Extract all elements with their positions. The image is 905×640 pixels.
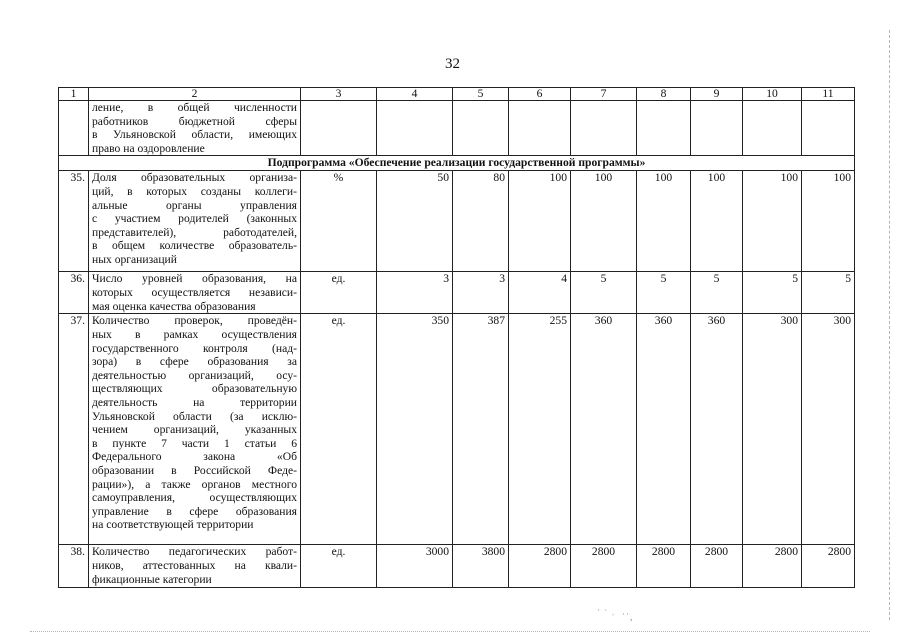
column-number: 6 bbox=[509, 88, 571, 101]
row-number: 38. bbox=[59, 545, 89, 588]
page-number: 32 bbox=[445, 56, 460, 72]
value-cell: 3800 bbox=[453, 545, 509, 588]
scan-edge-line bbox=[889, 30, 890, 620]
value-cell: 387 bbox=[453, 314, 509, 545]
value-cell: 2800 bbox=[691, 545, 743, 588]
text-line: ных в рамках осуществления bbox=[92, 327, 297, 341]
indicator-name bbox=[89, 314, 301, 545]
value-cell: 5 bbox=[691, 272, 743, 314]
unit-cell: ед. bbox=[301, 314, 377, 545]
row-number-cell bbox=[59, 101, 89, 156]
text-line: Количество педагогических работ- bbox=[92, 545, 297, 559]
value-cell: 2800 bbox=[509, 545, 571, 588]
text-line: Количество проверок, проведён- bbox=[92, 314, 297, 328]
text-line: образовании в Российской Феде- bbox=[92, 463, 297, 477]
table-row bbox=[59, 171, 855, 272]
text-line: самоуправления, осуществляющих bbox=[92, 491, 297, 505]
table-row bbox=[59, 314, 855, 545]
empty-cell bbox=[301, 101, 377, 156]
text-line: зора) в сфере образования за bbox=[92, 355, 297, 369]
empty-cell bbox=[743, 101, 802, 156]
value-cell: 360 bbox=[691, 314, 743, 545]
value-cell: 50 bbox=[377, 171, 453, 272]
text-line: мая оценка качества образования bbox=[92, 299, 256, 313]
value-cell: 80 bbox=[453, 171, 509, 272]
value-cell: 4 bbox=[509, 272, 571, 314]
text-line: представителей), работодателей, bbox=[92, 225, 297, 239]
text-line: Федерального закона «Об bbox=[92, 450, 297, 464]
text-line: в пункте 7 части 1 статьи 6 bbox=[92, 436, 297, 450]
empty-cell bbox=[571, 101, 637, 156]
column-number: 5 bbox=[453, 88, 509, 101]
value-cell: 300 bbox=[802, 314, 855, 545]
text-line: ных организаций bbox=[92, 252, 177, 266]
row-number: 37. bbox=[59, 314, 89, 545]
value-cell: 3000 bbox=[377, 545, 453, 588]
value-cell: 5 bbox=[637, 272, 691, 314]
text-line: рации»), а также органов местного bbox=[92, 477, 297, 491]
value-cell: 360 bbox=[637, 314, 691, 545]
table-row-continuation bbox=[59, 101, 855, 156]
text-line: на соответствующей территории bbox=[92, 518, 254, 532]
text-line: Доля образовательных организа- bbox=[92, 171, 297, 185]
text-line: ций, в которых созданы коллеги- bbox=[92, 184, 297, 198]
row-number: 35. bbox=[59, 171, 89, 272]
text-line: Число уровней образования, на bbox=[92, 272, 297, 286]
text-line: в Ульяновской области, имеющих bbox=[92, 128, 297, 142]
value-cell: 5 bbox=[743, 272, 802, 314]
value-cell: 3 bbox=[453, 272, 509, 314]
text-line: которых осуществляется независи- bbox=[92, 285, 297, 299]
value-cell: 100 bbox=[571, 171, 637, 272]
text-line: государственного контроля (над- bbox=[92, 341, 297, 355]
text-line: деятельность на территории bbox=[92, 395, 297, 409]
scan-mark: ˙˙, bbox=[622, 612, 634, 622]
unit-cell: % bbox=[301, 171, 377, 272]
value-cell: 3 bbox=[377, 272, 453, 314]
text-line: управление в сфере образования bbox=[92, 504, 297, 518]
value-cell: 5 bbox=[802, 272, 855, 314]
table-row bbox=[59, 545, 855, 588]
value-cell: 100 bbox=[509, 171, 571, 272]
value-cell: 300 bbox=[743, 314, 802, 545]
value-cell: 350 bbox=[377, 314, 453, 545]
text-line: ление, в общей численности bbox=[92, 101, 297, 114]
value-cell: 2800 bbox=[637, 545, 691, 588]
column-number: 9 bbox=[691, 88, 743, 101]
scan-edge-line bbox=[30, 631, 870, 632]
empty-cell bbox=[509, 101, 571, 156]
text-line: Ульяновской области (за исклю- bbox=[92, 409, 297, 423]
text-line: работников бюджетной сферы bbox=[92, 114, 297, 128]
unit-cell: ед. bbox=[301, 545, 377, 588]
text-line: право на оздоровление bbox=[92, 141, 205, 155]
empty-cell bbox=[691, 101, 743, 156]
indicator-name bbox=[89, 171, 301, 272]
empty-cell bbox=[637, 101, 691, 156]
scan-mark: ˙ ˙ ˒ bbox=[597, 608, 616, 618]
column-number-row bbox=[59, 88, 855, 101]
column-number: 7 bbox=[571, 88, 637, 101]
value-cell: 2800 bbox=[743, 545, 802, 588]
empty-cell bbox=[802, 101, 855, 156]
value-cell: 2800 bbox=[571, 545, 637, 588]
text-line: чением организаций, указанных bbox=[92, 423, 297, 437]
text-line: в общем количестве образователь- bbox=[92, 239, 297, 253]
text-line: фикационные категории bbox=[92, 572, 212, 586]
indicator-name-continued bbox=[89, 101, 301, 156]
column-number: 8 bbox=[637, 88, 691, 101]
value-cell: 100 bbox=[802, 171, 855, 272]
column-number: 11 bbox=[802, 88, 855, 101]
text-line: ников, аттестованных на квали- bbox=[92, 558, 297, 572]
empty-cell bbox=[453, 101, 509, 156]
value-cell: 255 bbox=[509, 314, 571, 545]
indicator-name bbox=[89, 545, 301, 588]
text-line: деятельностью организаций, осу- bbox=[92, 368, 297, 382]
value-cell: 100 bbox=[743, 171, 802, 272]
section-title: Подпрограмма «Обеспечение реализации государственной программы» bbox=[59, 156, 855, 171]
value-cell: 2800 bbox=[802, 545, 855, 588]
row-number: 36. bbox=[59, 272, 89, 314]
column-number: 3 bbox=[301, 88, 377, 101]
column-number: 4 bbox=[377, 88, 453, 101]
value-cell: 360 bbox=[571, 314, 637, 545]
indicators-table bbox=[58, 87, 855, 588]
column-number: 10 bbox=[743, 88, 802, 101]
empty-cell bbox=[377, 101, 453, 156]
column-number: 2 bbox=[89, 88, 301, 101]
unit-cell: ед. bbox=[301, 272, 377, 314]
text-line: с участием родителей (законных bbox=[92, 212, 297, 226]
value-cell: 100 bbox=[637, 171, 691, 272]
text-line: ществляющих образовательную bbox=[92, 382, 297, 396]
column-number: 1 bbox=[59, 88, 89, 101]
text-line: альные органы управления bbox=[92, 198, 297, 212]
value-cell: 100 bbox=[691, 171, 743, 272]
section-row bbox=[59, 156, 855, 171]
indicator-name bbox=[89, 272, 301, 314]
table-row bbox=[59, 272, 855, 314]
value-cell: 5 bbox=[571, 272, 637, 314]
